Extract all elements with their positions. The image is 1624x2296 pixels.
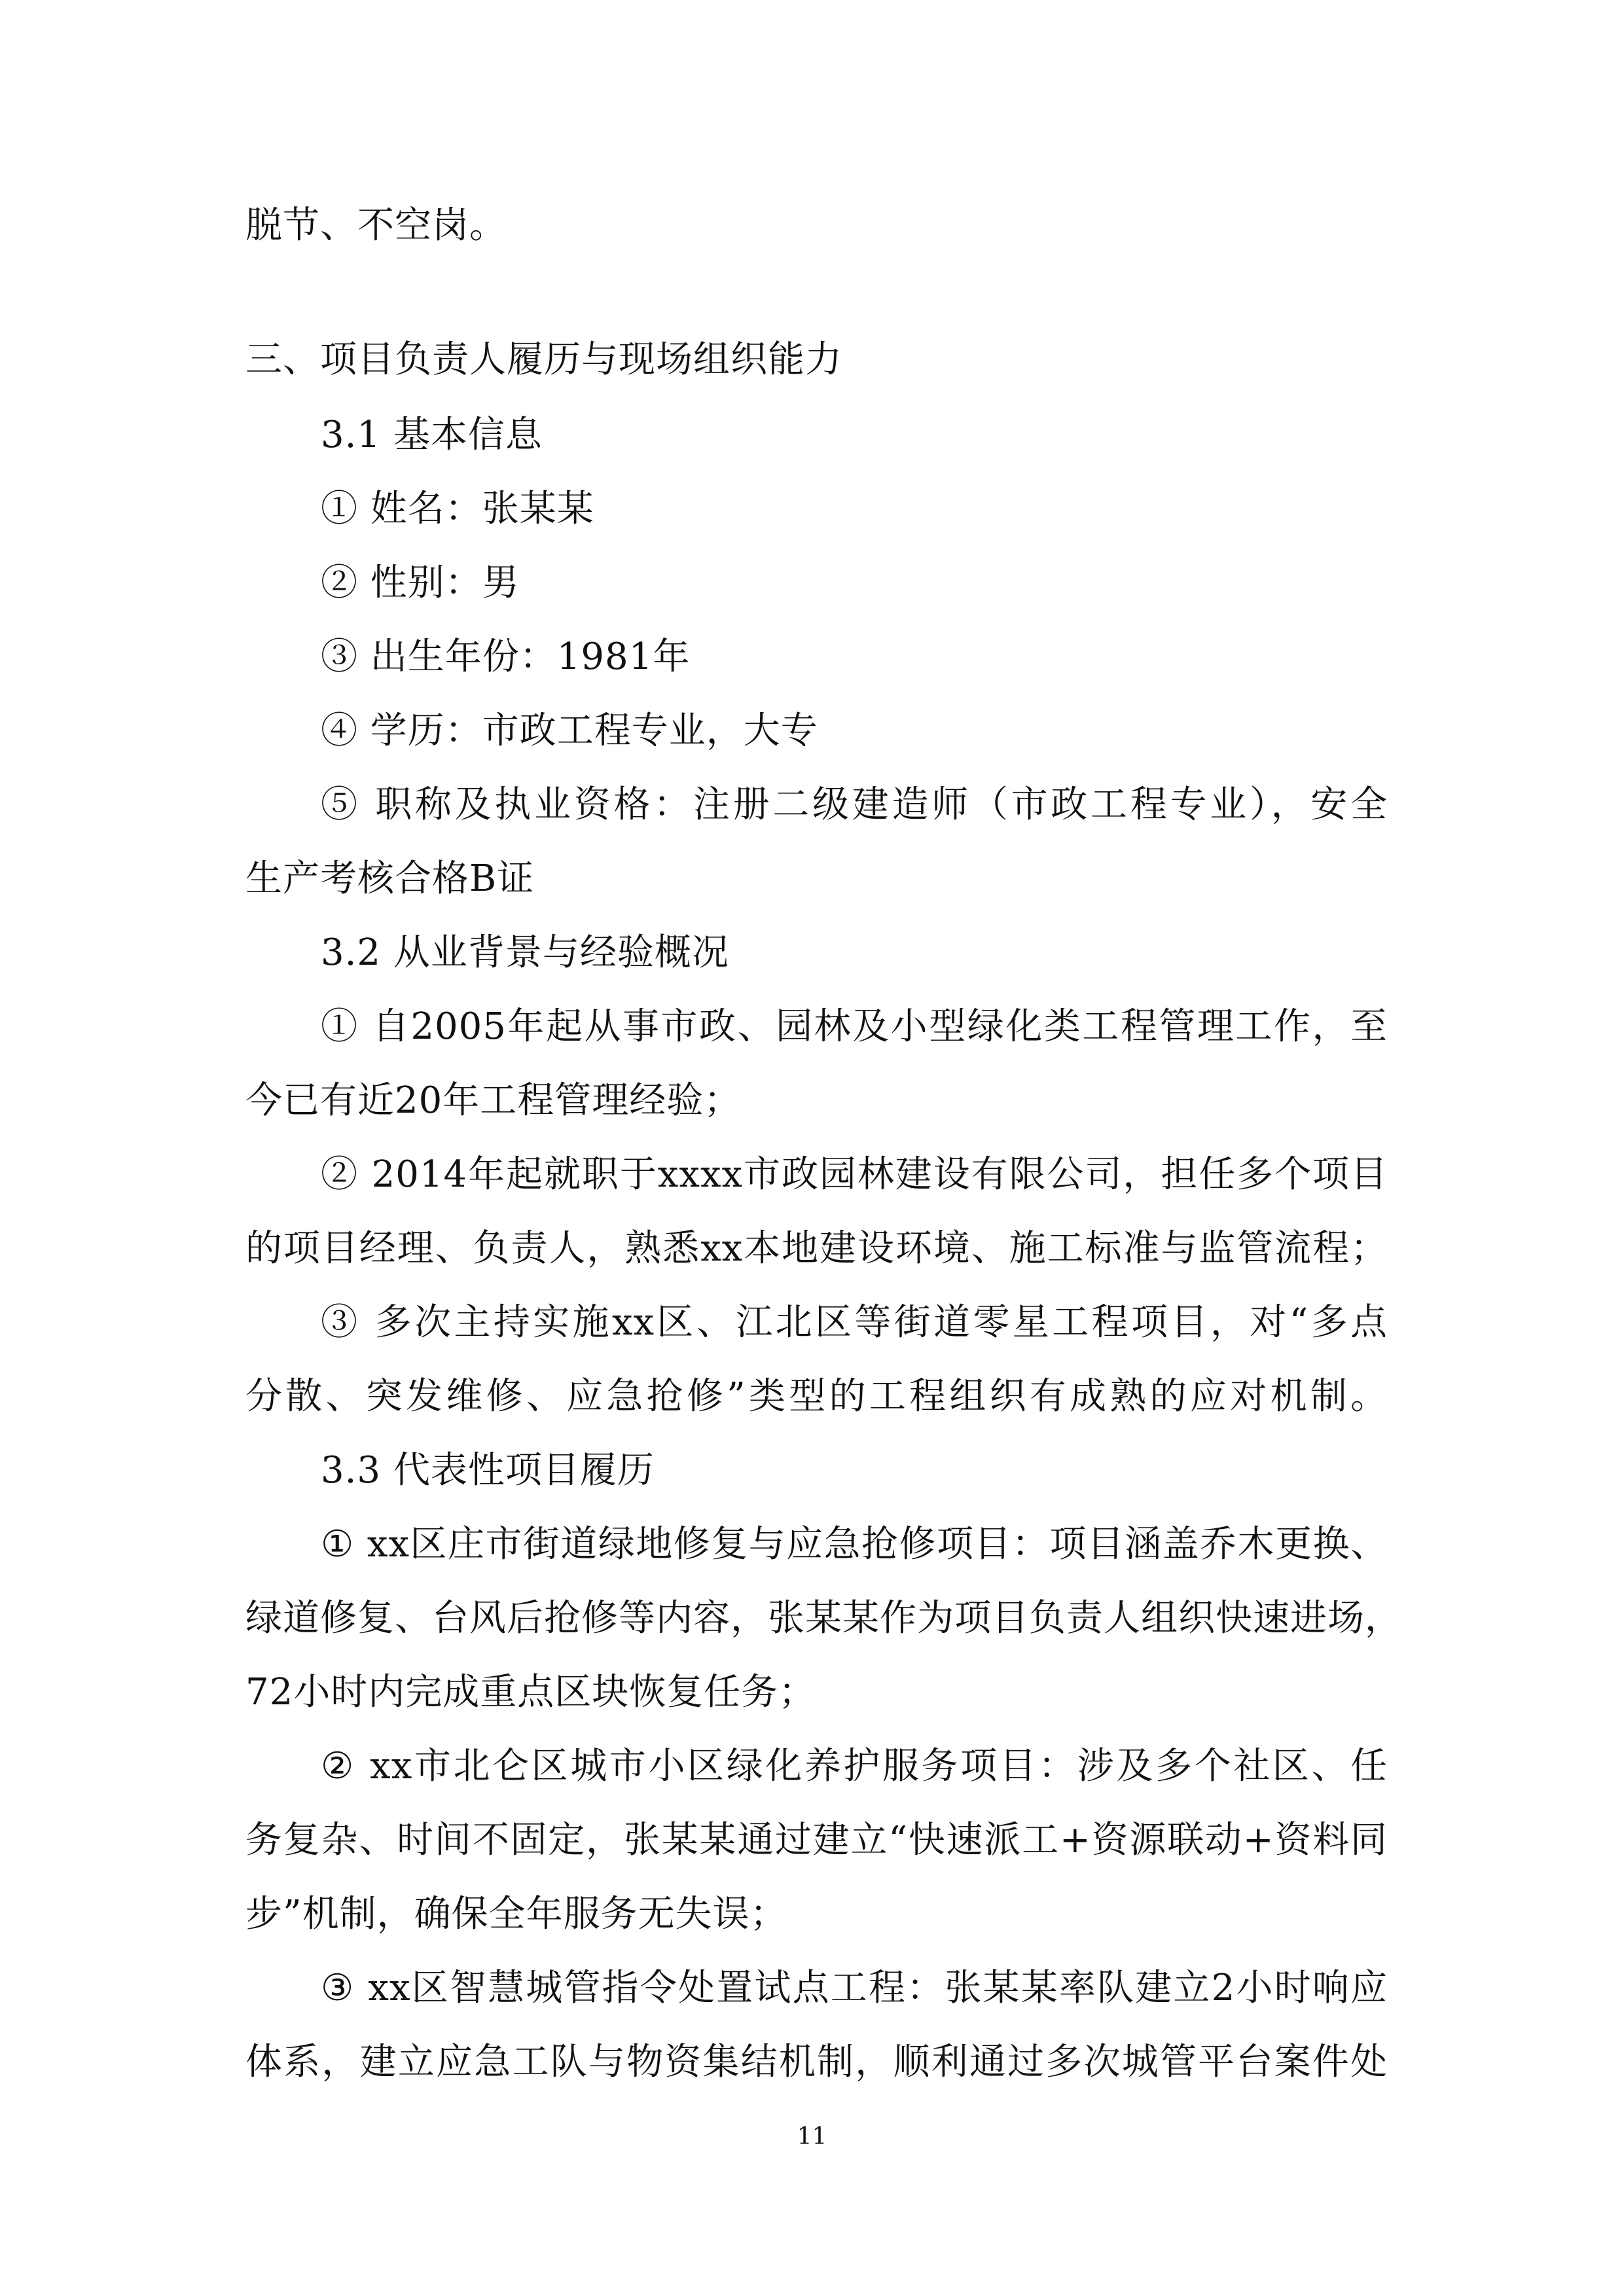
list-item-continuation: 今已有近20年工程管理经验； (245, 1079, 742, 1122)
list-item: ② 2014年起就职于xxxx市政园林建设有限公司，担任多个项目 (321, 1153, 1388, 1196)
list-item-continuation: 步”机制，确保全年服务无失误； (245, 1893, 787, 1935)
section-heading: 三、项目负责人履历与现场组织能力 (245, 338, 842, 381)
list-item: ⑤ 职称及执业资格：注册二级建造师（市政工程专业），安全 (321, 783, 1388, 826)
list-item: ③ 多次主持实施xx区、江北区等街道零星工程项目，对“多点 (321, 1301, 1388, 1344)
list-item: ① xx区庄市街道绿地修复与应急抢修项目：项目涵盖乔木更换、 (321, 1523, 1388, 1566)
text-line: 脱节、不空岗。 (245, 204, 507, 247)
list-item: ③ xx区智慧城管指令处置试点工程：张某某率队建立2小时响应 (321, 1967, 1388, 2009)
list-item-continuation: 体系，建立应急工队与物资集结机制，顺利通过多次城管平台案件处 (245, 2041, 1388, 2083)
list-item: ④ 学历：市政工程专业，大专 (321, 709, 818, 752)
list-item-continuation: 72小时内完成重点区块恢复任务； (245, 1671, 816, 1713)
list-item-continuation: 生产考核合格B证 (245, 857, 535, 900)
list-item-continuation: 的项目经理、负责人，熟悉xx本地建设环境、施工标准与监管流程； (245, 1227, 1388, 1270)
list-item-continuation: 分散、突发维修、应急抢修”类型的工程组织有成熟的应对机制。 (245, 1375, 1388, 1418)
subsection-heading: 3.3 代表性项目履历 (321, 1449, 655, 1492)
list-item: ② 性别：男 (321, 562, 520, 604)
page-number: 11 (797, 2123, 827, 2150)
list-item: ② xx市北仑区城市小区绿化养护服务项目：涉及多个社区、任 (321, 1745, 1388, 1787)
list-item-continuation: 务复杂、时间不固定，张某某通过建立“快速派工+资源联动+资料同 (245, 1819, 1388, 1861)
list-item-continuation: 绿道修复、台风后抢修等内容，张某某作为项目负责人组织快速进场， (245, 1597, 1402, 1640)
subsection-heading: 3.2 从业背景与经验概况 (321, 931, 729, 974)
list-item: ① 自2005年起从事市政、园林及小型绿化类工程管理工作，至 (321, 1005, 1388, 1048)
list-item: ③ 出生年份：1981年 (321, 636, 691, 678)
list-item: ① 姓名：张某某 (321, 488, 594, 530)
subsection-heading: 3.1 基本信息 (321, 414, 543, 456)
